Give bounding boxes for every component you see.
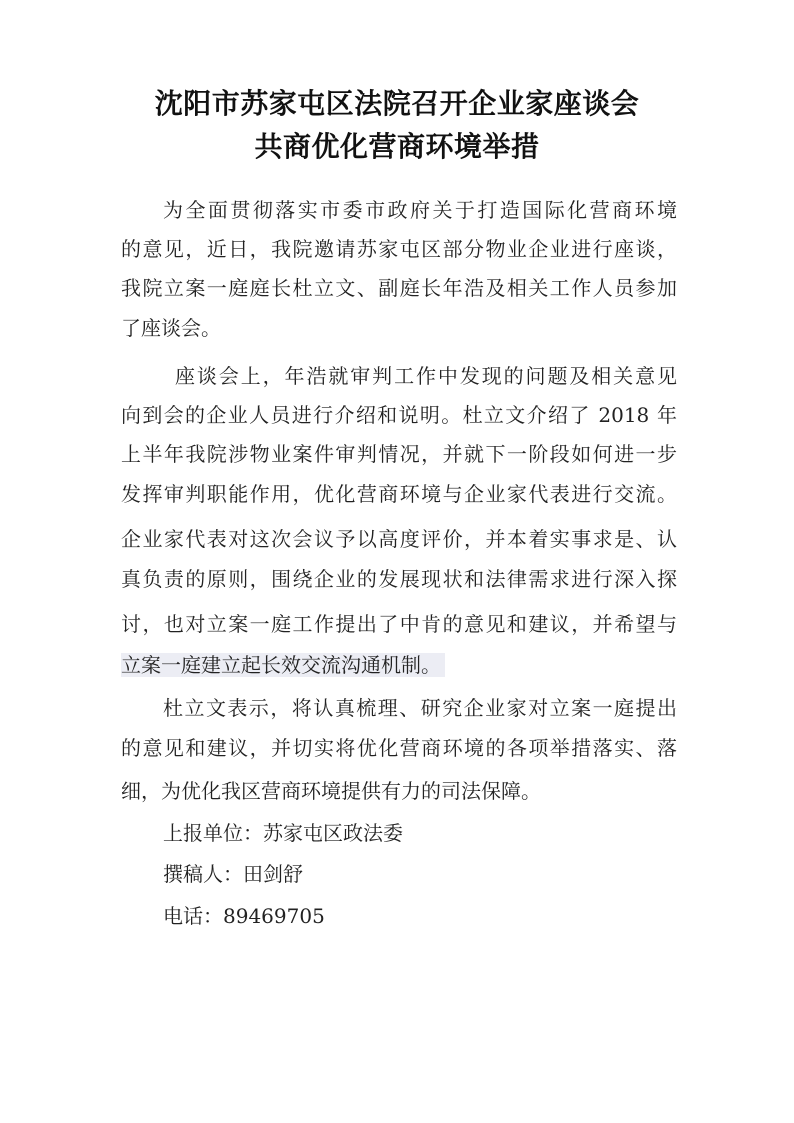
highlighted-text: 立案一庭建立起长效交流沟通机制。 [121,653,445,677]
paragraph-2-line-8 [121,653,445,677]
paragraph-1-line-1: 为全面贯彻落实市委市政府关于打造国际化营商环境 [163,198,677,222]
paragraph-2-line-5: 企业家代表对这次会议予以高度评价，并本着实事求是、认 [121,527,677,551]
paragraph-3-line-1: 杜立文表示，将认真梳理、研究企业家对立案一庭提出 [163,696,677,720]
paragraph-2-line-6: 真负责的原则，围绕企业的发展现状和法律需求进行深入探 [121,567,677,591]
reporting-unit: 上报单位：苏家屯区政法委 [163,821,403,845]
paragraph-1-line-4: 了座谈会。 [121,316,221,340]
paragraph-1-line-3: 我院立案一庭庭长杜立文、副庭长年浩及相关工作人员参加 [121,276,677,300]
paragraph-3-line-2: 的意见和建议，并切实将优化营商环境的各项举措落实、落 [121,736,677,760]
paragraph-2-line-2: 向到会的企业人员进行介绍和说明。杜立文介绍了 2018 年 [121,403,677,427]
paragraph-1-line-2: 的意见，近日，我院邀请苏家屯区部分物业企业进行座谈， [121,237,677,261]
document-title-line-2: 共商优化营商环境举措 [254,130,540,163]
author: 撰稿人：田剑舒 [163,862,303,886]
paragraph-3-line-3: 细，为优化我区营商环境提供有力的司法保障。 [121,779,541,803]
paragraph-2-line-4: 发挥审判职能作用，优化营商环境与企业家代表进行交流。 [121,482,677,506]
paragraph-2-line-7: 讨，也对立案一庭工作提出了中肯的意见和建议，并希望与 [121,612,677,636]
paragraph-2-line-1: 座谈会上，年浩就审判工作中发现的问题及相关意见 [175,364,677,388]
document-title-line-1: 沈阳市苏家屯区法院召开企业家座谈会 [154,87,640,120]
paragraph-2-line-3: 上半年我院涉物业案件审判情况，并就下一阶段如何进一步 [121,442,677,466]
phone: 电话：89469705 [163,904,325,928]
